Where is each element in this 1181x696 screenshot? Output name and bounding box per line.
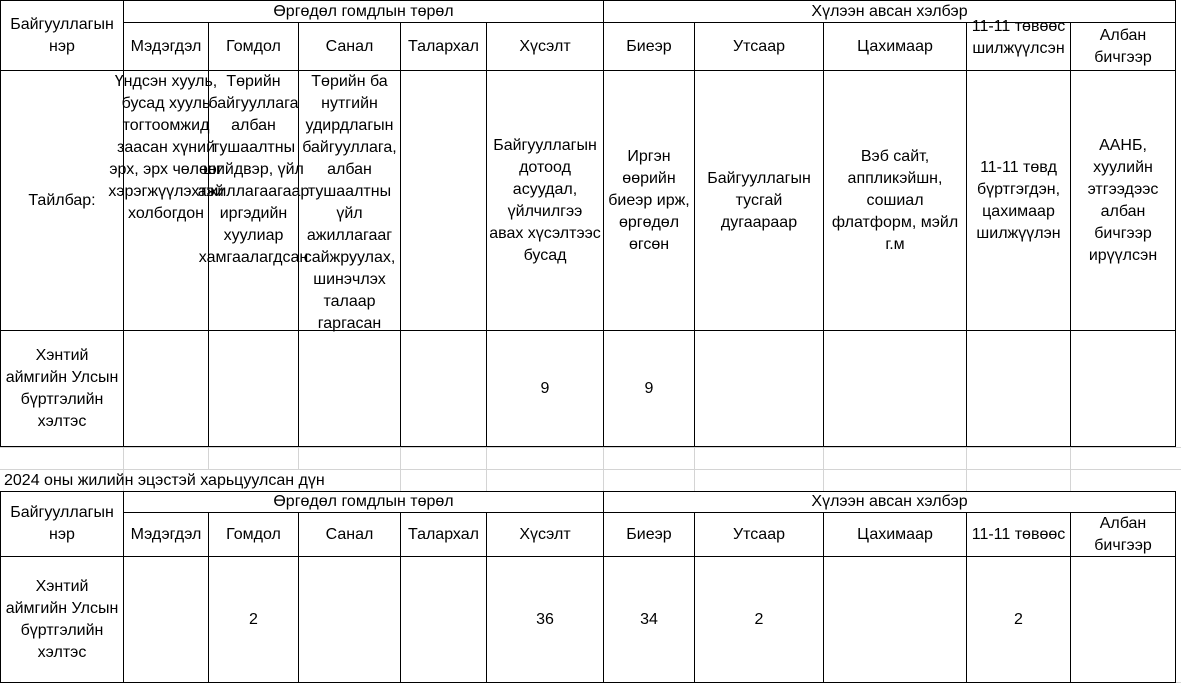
- col-header-notice-2[interactable]: Мэдэгдэл: [130, 525, 202, 543]
- col-header-in-person[interactable]: Биеэр: [626, 37, 672, 55]
- org-name-header-2[interactable]: Байгууллагын нэр: [10, 504, 114, 543]
- description-complaint[interactable]: Төрийн байгууллага албан тушаалтны шийдвэр, үйл ажиллагаагаар иргэдийн хуулиар хамгаалагдсан: [197, 73, 310, 266]
- col-header-phone-2[interactable]: Утсаар: [732, 525, 785, 543]
- group-header-type-2[interactable]: Өргөдөл гомдлын төрөл: [273, 493, 454, 510]
- group-header-type[interactable]: Өргөдөл гомдлын төрөл: [273, 2, 454, 20]
- value-gratitude[interactable]: [401, 331, 486, 446]
- col-header-in-person-2[interactable]: Биеэр: [626, 525, 672, 543]
- gridline: [1070, 447, 1071, 491]
- value-official-letter[interactable]: [1071, 331, 1175, 446]
- description-phone[interactable]: Байгууллагын тусгай дугаараар: [707, 169, 811, 231]
- gridline: [208, 447, 209, 469]
- value-complaint-2[interactable]: 2: [249, 610, 258, 628]
- col-header-request[interactable]: Хүсэлт: [519, 37, 571, 55]
- col-header-notice[interactable]: Мэдэгдэл: [130, 37, 202, 55]
- description-request[interactable]: Байгууллагын дотоод асуудал, үйлчилгээ авах хүсэлтээс бусад: [489, 136, 601, 264]
- col-header-gratitude-2[interactable]: Талархал: [408, 525, 479, 543]
- col-header-phone[interactable]: Утсаар: [732, 37, 785, 55]
- value-request[interactable]: 9: [540, 379, 550, 397]
- col-header-proposal[interactable]: Санал: [325, 37, 374, 55]
- value-proposal[interactable]: [299, 331, 400, 446]
- description-notice[interactable]: Үндсэн хууль, бусад хууль тогтоомжид заасан хүний эрх, эрх чөлөөг хэрэгжүүлэхтэй холбогдон: [108, 73, 224, 222]
- description-official-letter[interactable]: ААНБ, хуулийн этгээдээс албан бичгээр ирүүлсэн: [1087, 136, 1159, 264]
- description-label[interactable]: Тайлбар:: [28, 191, 96, 209]
- value-gratitude-2[interactable]: [401, 557, 486, 682]
- group-header-form-2[interactable]: Хүлээн авсан хэлбэр: [811, 493, 968, 510]
- value-1111-center[interactable]: [967, 331, 1070, 446]
- gridline: [823, 447, 824, 491]
- gridline: [0, 447, 1181, 448]
- col-header-1111-center[interactable]: 11-11 төвөөс шилжүүлсэн: [971, 17, 1066, 57]
- description-online[interactable]: Вэб сайт, аппликэйшн, сошиал флатформ, мэйл г.м: [831, 147, 959, 253]
- value-online[interactable]: [824, 331, 966, 446]
- org-name-header[interactable]: Байгууллагын нэр: [10, 15, 114, 55]
- value-proposal-2[interactable]: [299, 557, 400, 682]
- col-header-online[interactable]: Цахимаар: [857, 37, 933, 55]
- col-header-request-2[interactable]: Хүсэлт: [519, 525, 571, 543]
- value-request-2[interactable]: 36: [536, 610, 554, 628]
- value-1111-center-2[interactable]: 2: [1014, 610, 1023, 628]
- gridline: [298, 447, 299, 469]
- org-name-cell[interactable]: Хэнтий аймгийн Улсын бүртгэлийн хэлтэс: [5, 346, 119, 430]
- col-header-complaint-2[interactable]: Гомдол: [226, 525, 281, 543]
- value-notice[interactable]: [124, 331, 208, 446]
- description-proposal[interactable]: Төрийн ба нутгийн удирдлагын байгууллага, албан тушаалтны үйл ажиллагааг сайжруулах, шинэчлэх талаар гаргасан: [302, 73, 397, 332]
- section-title[interactable]: 2024 оны жилийн эцэстэй харьцуулсан дүн: [4, 471, 325, 489]
- value-in-person[interactable]: 9: [644, 379, 654, 397]
- col-header-official-letter[interactable]: Албан бичгээр: [1094, 26, 1152, 66]
- group-header-form[interactable]: Хүлээн авсан хэлбэр: [811, 2, 968, 20]
- description-in-person[interactable]: Иргэн өөрийн биеэр ирж, өргөдөл өгсөн: [608, 147, 690, 253]
- col-header-1111-center-2[interactable]: 11-11 төвөөс: [971, 525, 1066, 543]
- col-header-online-2[interactable]: Цахимаар: [857, 525, 933, 543]
- value-phone-2[interactable]: 2: [754, 610, 764, 628]
- col-header-proposal-2[interactable]: Санал: [325, 525, 374, 543]
- org-name-cell-2[interactable]: Хэнтий аймгийн Улсын бүртгэлийн хэлтэс: [5, 577, 119, 661]
- value-in-person-2[interactable]: 34: [640, 610, 658, 628]
- col-header-complaint[interactable]: Гомдол: [226, 37, 281, 55]
- description-gratitude[interactable]: [401, 71, 486, 330]
- gridline: [966, 447, 967, 491]
- value-complaint[interactable]: [209, 331, 298, 446]
- value-official-letter-2[interactable]: [1071, 557, 1175, 682]
- description-1111-center[interactable]: 11-11 төвд бүртгэгдэн, цахимаар шилжүүлэн: [976, 158, 1061, 242]
- gridline: [603, 447, 604, 491]
- col-header-gratitude[interactable]: Талархал: [408, 37, 479, 55]
- value-phone[interactable]: [695, 331, 823, 446]
- gridline: [694, 447, 695, 491]
- col-header-official-letter-2[interactable]: Албан бичгээр: [1094, 514, 1152, 554]
- value-notice-2[interactable]: [124, 557, 208, 682]
- value-online-2[interactable]: [824, 557, 966, 682]
